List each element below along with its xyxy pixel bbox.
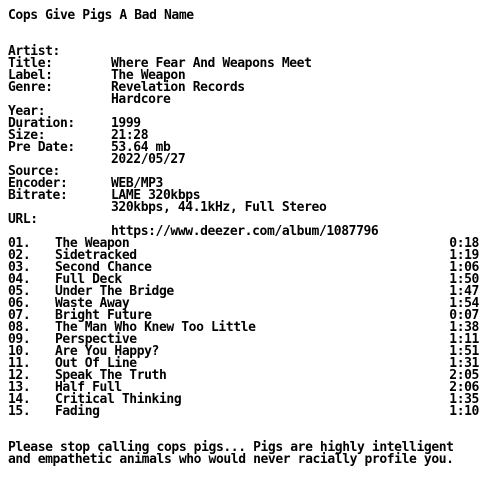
info-group-artist — [8, 34, 492, 107]
info-key: URL: — [8, 212, 38, 227]
track-number: 06. — [8, 296, 31, 311]
track-duration: 1:31 — [449, 356, 479, 371]
track-duration: 1:35 — [449, 392, 479, 407]
info-value: 53.64 mb — [111, 140, 171, 155]
info-value: 320kbps, 44.1kHz, Full Stereo — [111, 200, 327, 215]
info-value: Where Fear And Weapons Meet — [111, 56, 312, 71]
track-duration: 1:10 — [449, 404, 479, 419]
info-key: Label: — [8, 68, 53, 83]
info-row-url — [8, 202, 492, 239]
track-title: Speak The Truth — [55, 368, 167, 383]
track-row — [8, 406, 492, 418]
info-key: Bitrate: — [8, 188, 68, 203]
track-number: 10. — [8, 344, 31, 359]
spacer — [8, 22, 492, 34]
track-duration: 2:06 — [449, 380, 479, 395]
tracklist — [8, 238, 492, 418]
info-value: Hardcore — [111, 92, 171, 107]
track-duration: 1:19 — [449, 248, 479, 263]
info-key: Genre: — [8, 80, 53, 95]
track-title: The Weapon — [55, 236, 130, 251]
info-value: Revelation Records — [111, 80, 245, 95]
info-key: Source: — [8, 164, 60, 179]
info-value: WEB/MP3 — [111, 176, 163, 191]
track-number: 04. — [8, 272, 31, 287]
track-number: 01. — [8, 236, 31, 251]
track-duration: 1:51 — [449, 344, 479, 359]
track-title: Sidetracked — [55, 248, 137, 263]
info-value: The Weapon — [111, 68, 186, 83]
footer-note-line-2: and empathetic animals who would never racially profile you. — [8, 452, 454, 467]
info-key: Year: — [8, 104, 46, 119]
track-duration: 0:18 — [449, 236, 479, 251]
info-value: 21:28 — [111, 128, 149, 143]
track-title: Perspective — [55, 332, 137, 347]
nfo-document — [8, 10, 492, 466]
release-title: Cops Give Pigs A Bad Name — [8, 8, 194, 23]
track-title: Waste Away — [55, 296, 130, 311]
spacer — [8, 82, 492, 94]
track-duration: 0:07 — [449, 308, 479, 323]
track-title: Critical Thinking — [55, 392, 182, 407]
track-number: 14. — [8, 392, 31, 407]
info-value: LAME 320kbps — [111, 188, 201, 203]
info-key: Size: — [8, 128, 46, 143]
track-title: Full Deck — [55, 272, 122, 287]
track-title: Are You Happy? — [55, 344, 159, 359]
track-duration: 1:11 — [449, 332, 479, 347]
track-number: 13. — [8, 380, 31, 395]
track-number: 11. — [8, 356, 31, 371]
track-number: 03. — [8, 260, 31, 275]
track-title: Out Of Line — [55, 356, 137, 371]
track-title: Under The Bridge — [55, 284, 174, 299]
track-duration: 2:05 — [449, 368, 479, 383]
track-number: 05. — [8, 284, 31, 299]
info-key: Title: — [8, 56, 53, 71]
info-value: 2022/05/27 — [111, 152, 186, 167]
url-text[interactable]: https://www.deezer.com/album/1087796 — [111, 224, 379, 239]
spacer — [8, 142, 492, 154]
spacer — [8, 418, 492, 430]
track-title: Fading — [55, 404, 100, 419]
track-number: 12. — [8, 368, 31, 383]
track-number: 02. — [8, 248, 31, 263]
info-value: 1999 — [111, 116, 141, 131]
track-title: Second Chance — [55, 260, 152, 275]
track-duration: 1:47 — [449, 284, 479, 299]
track-title: Bright Future — [55, 308, 152, 323]
track-title: The Man Who Knew Too Little — [55, 320, 256, 335]
track-duration: 1:54 — [449, 296, 479, 311]
track-duration: 1:50 — [449, 272, 479, 287]
info-key: Duration: — [8, 116, 75, 131]
track-title: Half Full — [55, 380, 122, 395]
track-number: 15. — [8, 404, 31, 419]
info-key: Encoder: — [8, 176, 68, 191]
track-number: 07. — [8, 308, 31, 323]
info-group-release — [8, 94, 492, 167]
info-key: Pre Date: — [8, 140, 75, 155]
track-duration: 1:06 — [449, 260, 479, 275]
info-group-encoding — [8, 154, 492, 215]
info-key: Artist: — [8, 44, 60, 59]
track-number: 08. — [8, 320, 31, 335]
footer-note-line-1: Please stop calling cops pigs... Pigs are highly intelligent — [8, 440, 454, 455]
track-number: 09. — [8, 332, 31, 347]
track-duration: 1:38 — [449, 320, 479, 335]
